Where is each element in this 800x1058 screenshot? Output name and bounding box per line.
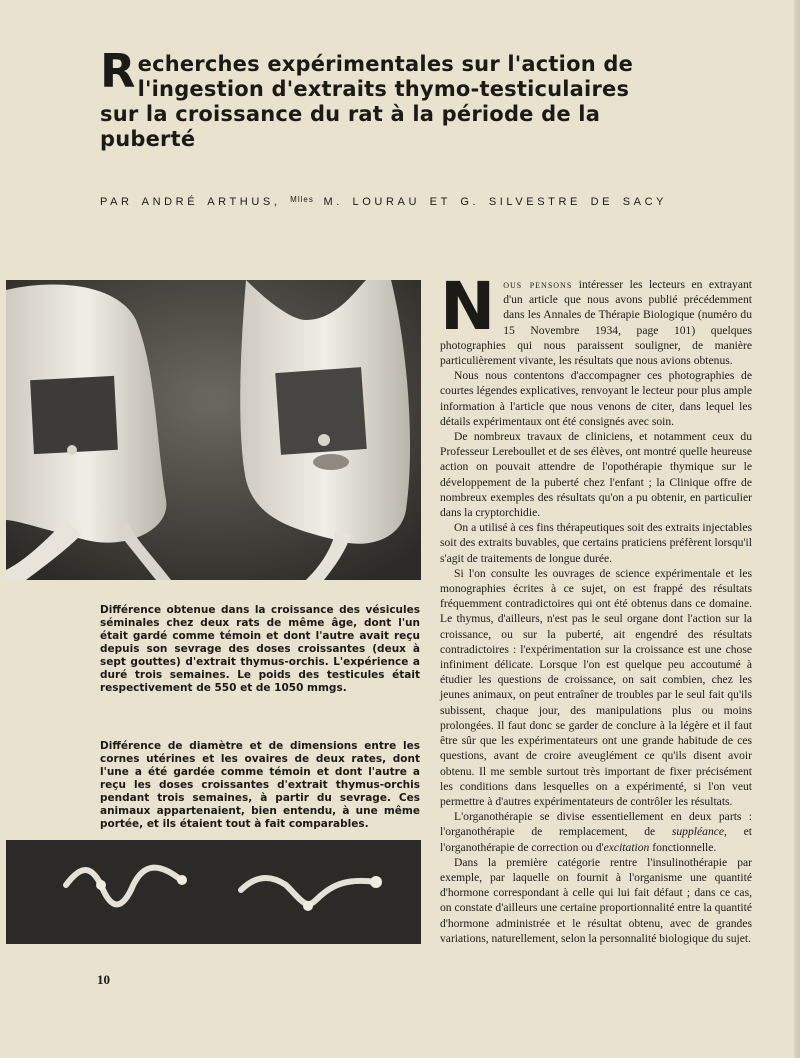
caption-seminal-vesicles: Différence obtenue dans la croissance des vésicules séminales chez deux rats de même âge, dont l'un était gardé comme témoin et dont l'autre avait reçu depuis son sevrage des doses croissantes (deux à sept gouttes) d'extrait thymus-orchis. L'expérience a duré trois semaines. Le poids des testicules était respectivement de 550 et de 1050 mmgs. — [100, 604, 420, 694]
title-initial: R — [100, 44, 136, 98]
rats-photo-image — [6, 280, 421, 580]
byline-mlles: Mlles — [290, 195, 314, 204]
paragraph-4: On a utilisé à ces fins thérapeutiques soit des extraits injectables soit des extraits buvables, que certains praticiens préfèrent lorsqu'il s'agit de traitements de longue durée. — [440, 521, 752, 565]
byline-prefix: PAR ANDRÉ ARTHUS, — [100, 196, 291, 208]
article-body — [440, 268, 752, 946]
paragraph-2: Nous nous contentons d'accompagner ces photographies de courtes légendes explicatives, renvoyant le lecteur pour plus ample information à l'article que nous venons de citer, dans lequel les détails expérimentaux ont été consignés avec soin. — [440, 369, 752, 428]
drop-cap: N — [440, 268, 496, 345]
p6-suppleance: suppléance — [671, 825, 725, 839]
caption-uterine-horns: Différence de diamètre et de dimensions entre les cornes utérines et les ovaires de deux rates, dont l'une a été gardée comme témoin et dont l'autre a reçu les doses croissantes d'extrait thymus-orchis pendant trois semaines, à partir du sevrage. Ces animaux appartenaient, bien entendu, à une même portée, et ils étaient tout à fait comparables. — [100, 740, 420, 830]
rats-photograph — [6, 280, 421, 580]
p6-part-a: L'organothérapie se divise essentiellement en deux parts : l'organothérapie de remplacement, de — [440, 810, 752, 839]
paragraph-7: Dans la première catégorie rentre l'insulinothérapie par exemple, par laquelle on fournit à l'organisme une quantité d'hormone correspondant à celle qui lui fait défaut ; dans ce cas, on constate d'ailleurs une certaine proportionnalité entre la quantité d'hormone administrée et le résultat obtenu, avec de grandes variations, naturellement, selon la personnalité biologique du sujet. — [440, 855, 752, 945]
paragraph-6 — [440, 809, 752, 855]
uterine-photo-image — [6, 840, 421, 944]
p6-excitation: excitation — [603, 840, 650, 854]
p6-part-c: , et l'organothérapie de correction ou d' — [440, 825, 752, 854]
uterine-horns-photograph — [6, 840, 421, 944]
page-edge — [794, 0, 800, 1058]
paragraph-5: Si l'on consulte les ouvrages de science expérimentale et les monographies écrites à ce sujet, on est frappé des résultats fréquemment contradictoires qui ont été obtenus dans ce domaine. Le thymus, d'ailleurs, n'est pas le seul organe dont l'action sur la croissance, ou sur la puberté, ait engendré des résultats contradictoires : l'expérimentation sur la croissance est une chose infiniment délicate. Lorsque l'on est quelque peu accoutumé à étudier les questions de croissance, on sait combien, chez les jeunes animaux, on peut entraîner de troubles par le seul fait qu'ils subissent, chaque jour, des manipulations plus ou moins prolongées. Il faut donc se garder de conclure à la légère et il faut être sûr que les expérimentateurs ont une grande habitude de ces questions, avant de croire aveuglément ce qu'ils disent avoir obtenu. Il me semble surtout très important de fixer précisément les conditions dans lesquelles on a expérimenté, si l'on veut permettre à d'autres expérimentateurs de contrôler les résultats. — [440, 566, 752, 808]
lead-small-caps: ous pensons — [503, 278, 573, 291]
paragraph-3: De nombreux travaux de cliniciens, et notamment ceux du Professeur Lereboullet et de ses élèves, ont montré quelle heureuse action on pouvait attendre de l'opothérapie thymique sur le développement de la puberté chez l'enfant ; la Clinique offre de nombreux exemples des résultats qu'on a pu obtenir, en particulier dans la cryptorchidie. — [440, 430, 752, 520]
byline-authors: M. LOURAU ET G. SILVESTRE DE SACY — [313, 196, 668, 208]
p6-part-e: fonctionnelle. — [649, 840, 717, 854]
title-text: echerches expérimentales sur l'action de l'ingestion d'extraits thymo-testiculaires sur la croissance du rat à la période de la puberté — [100, 52, 634, 151]
page-number: 10 — [97, 972, 110, 987]
paragraph-1 — [440, 268, 752, 368]
paragraph-1-text: intéresser les lecteurs en extrayant d'un article que nous avons publié précédemment dans les Annales de Thérapie Biologique (numéro du 15 Novembre 1934, page 101) quelques photographies qui nous paraissent souligner, de manière particulièrement vivante, les résultats que nous avions obtenus. — [440, 278, 752, 368]
byline — [100, 195, 668, 208]
article-title — [100, 44, 660, 152]
